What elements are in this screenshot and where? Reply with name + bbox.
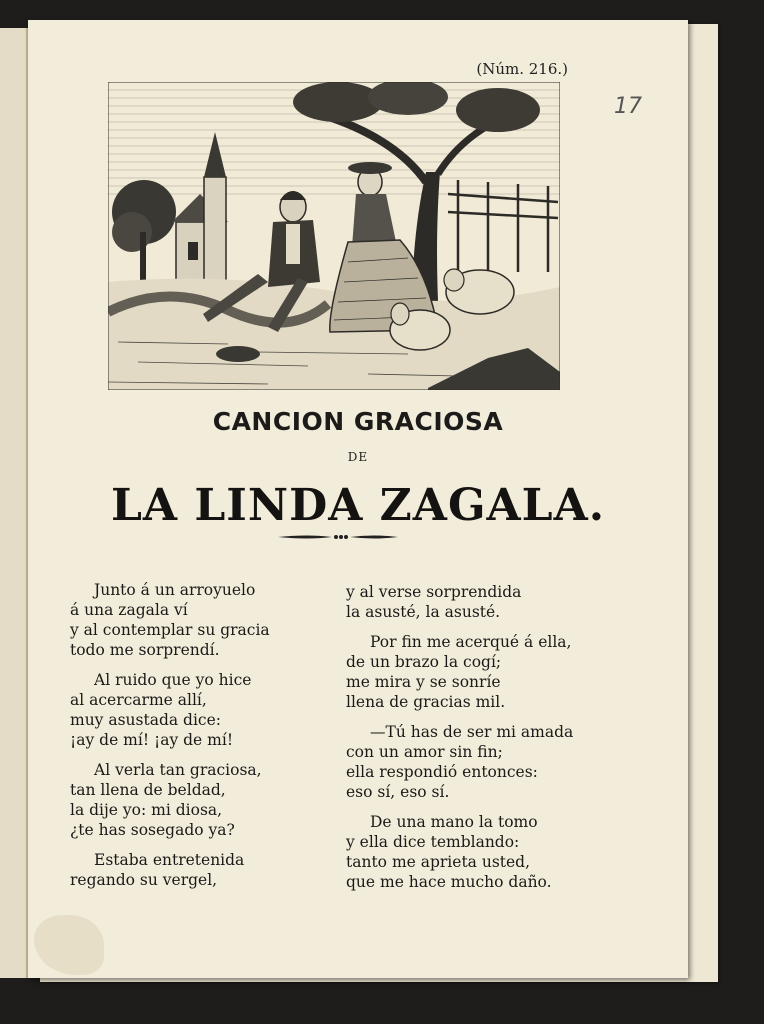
verse-line: de un brazo la cogí; [346, 653, 502, 671]
stanza [70, 760, 315, 840]
verse-line: al acercarme allí, [70, 691, 207, 709]
verse-line: ¿te has sosegado ya? [70, 821, 235, 839]
stanza [346, 722, 591, 802]
verse-line: que me hace mucho daño. [346, 873, 552, 891]
adjacent-page-edge [0, 28, 28, 978]
verse-line: Junto á un arroyuelo [94, 581, 256, 599]
verse-line: con un amor sin fin; [346, 743, 503, 761]
verse-line: regando su vergel, [70, 871, 218, 889]
stanza [70, 670, 315, 750]
verse-line: Al verla tan graciosa, [94, 761, 262, 779]
verse-line: ¡ay de mí! ¡ay de mí! [70, 731, 234, 749]
verse-column-right [346, 582, 591, 902]
verse-line: —Tú has de ser mi amada [370, 723, 574, 741]
title-line-2: LA LINDA ZAGALA. [110, 480, 606, 531]
woodcut-illustration [108, 82, 560, 390]
verse-line: De una mano la tomo [370, 813, 538, 831]
stanza [346, 582, 591, 622]
verse-line: ella respondió entonces: [346, 763, 538, 781]
verse-line: Al ruido que yo hice [94, 671, 252, 689]
pencil-annotation: 17 [614, 94, 642, 119]
verse-line: y ella dice temblando: [346, 833, 520, 851]
verse-line: todo me sorprendí. [70, 641, 220, 659]
verse-line: y al verse sorprendida [346, 583, 522, 601]
verse-line: á una zagala ví [70, 601, 188, 619]
title-ornament-rule [278, 532, 398, 542]
stanza [346, 632, 591, 712]
verse-column-left [70, 580, 315, 900]
verse-line: eso sí, eso sí. [346, 783, 450, 801]
verse-line: me mira y se sonríe [346, 673, 501, 691]
verse-line: la asusté, la asusté. [346, 603, 501, 621]
verse-line: Por fin me acerqué á ella, [370, 633, 572, 651]
document-page [28, 20, 688, 978]
issue-number: (Núm. 216.) [476, 60, 568, 78]
verse-line: tanto me aprieta usted, [346, 853, 531, 871]
verse-line: muy asustada dice: [70, 711, 222, 729]
verse-line: la dije yo: mi diosa, [70, 801, 223, 819]
verse-line: llena de gracias mil. [346, 693, 506, 711]
stanza [346, 812, 591, 892]
verse-line: y al contemplar su gracia [70, 621, 270, 639]
paper-stain [34, 915, 104, 975]
title-line-1: CANCION GRACIOSA [212, 407, 504, 436]
verse-line: tan llena de beldad, [70, 781, 226, 799]
stanza [70, 850, 315, 890]
title-connector: DE [347, 450, 369, 464]
stanza [70, 580, 315, 660]
verse-line: Estaba entretenida [94, 851, 245, 869]
